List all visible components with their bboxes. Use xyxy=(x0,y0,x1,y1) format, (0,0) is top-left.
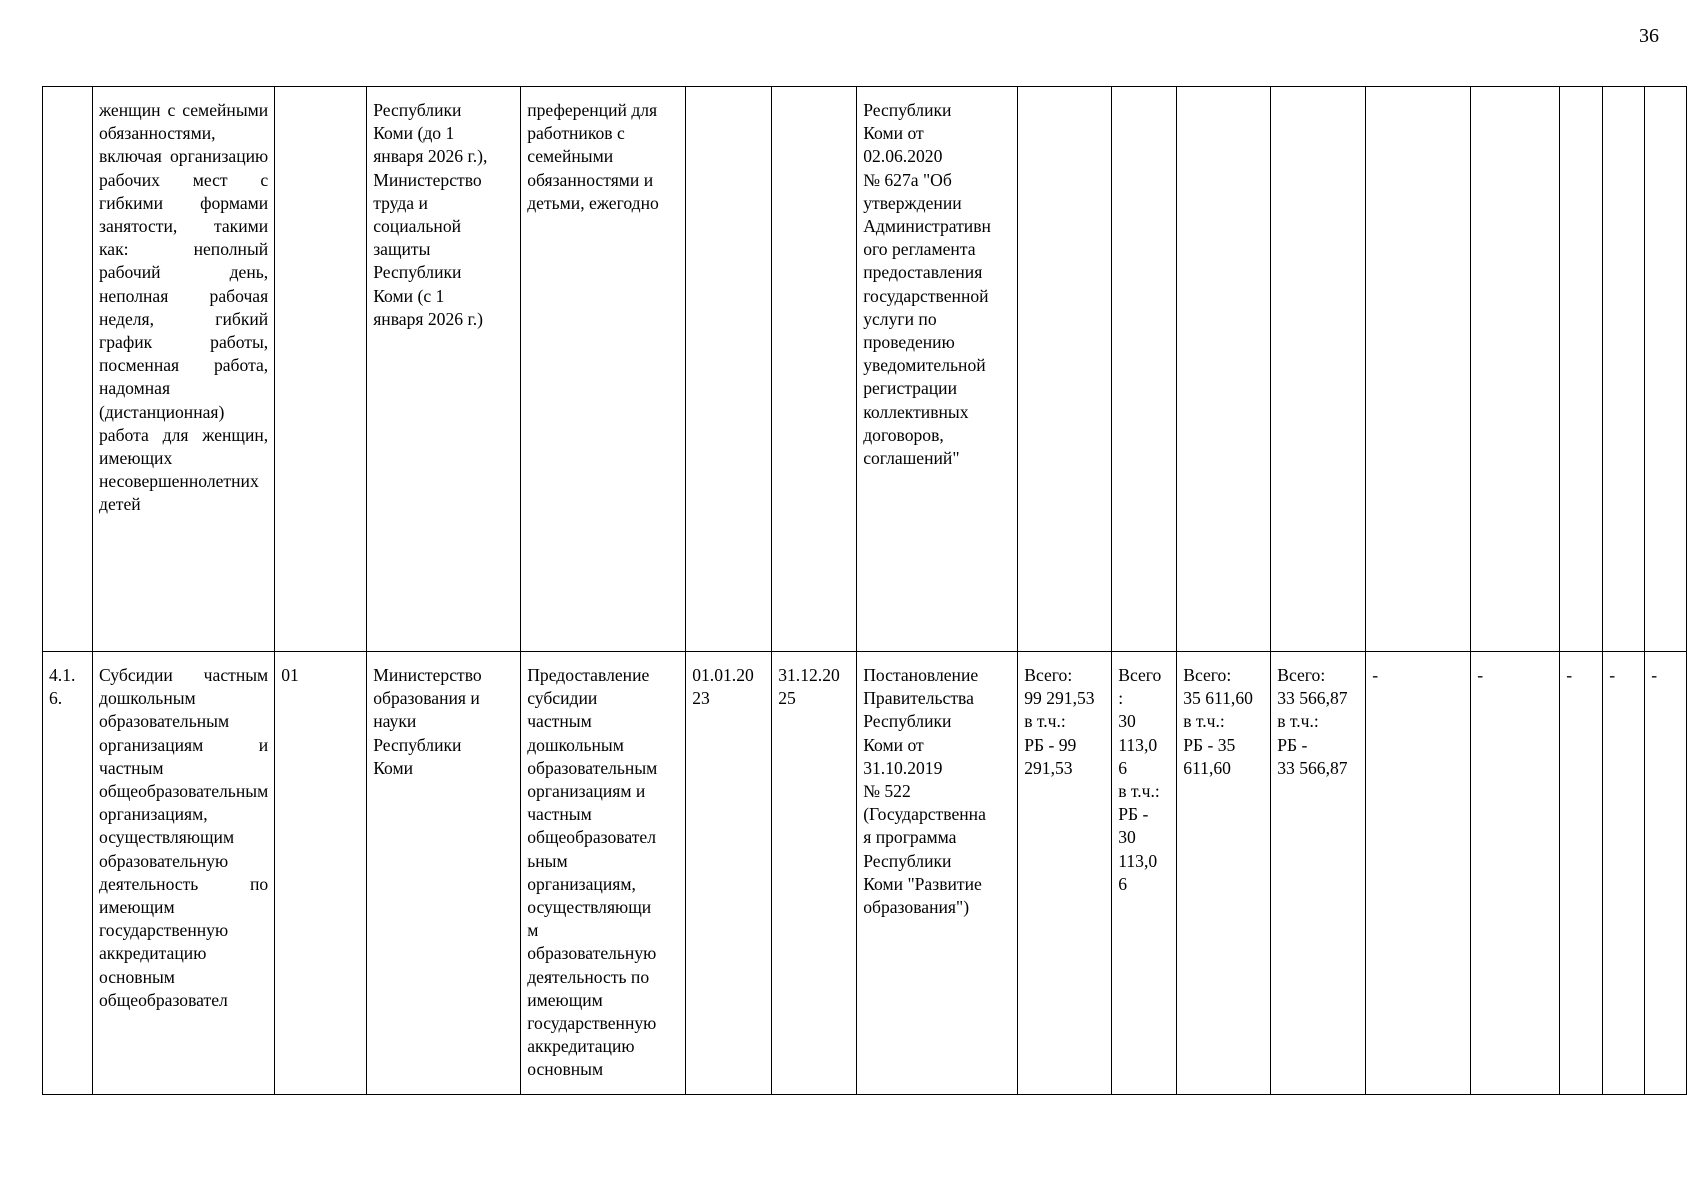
code-cell: 01 xyxy=(275,652,367,1095)
indicator-cell xyxy=(1471,87,1560,652)
expected-result-cell: преференций для работников с семейными обязанностями и детьми, ежегодно xyxy=(521,87,686,652)
indicator-value-cell: - xyxy=(1560,652,1603,1095)
program-measures-table xyxy=(42,86,1687,1095)
table-row xyxy=(43,87,1687,652)
executor-cell: Республики Коми (до 1 января 2026 г.), Министерство труда и социальной защиты Республики Коми (с 1 января 2026 г.) xyxy=(367,87,521,652)
funding-2025-cell: Всего: 33 566,87 в т.ч.: РБ - 33 566,87 xyxy=(1271,652,1366,1095)
code-cell xyxy=(275,87,367,652)
page-number: 36 xyxy=(1639,25,1659,47)
indicator-value-cell xyxy=(1560,87,1603,652)
start-date-cell xyxy=(686,87,772,652)
legal-act-cell: Республики Коми от 02.06.2020 № 627а "Об утверждении Административн ого регламента предоставления государственной услуги по проведению уведомительной регистрации коллективных договоров, соглашений" xyxy=(857,87,1018,652)
indicator-cell xyxy=(1366,87,1471,652)
indicator-value-cell: - xyxy=(1645,652,1687,1095)
funding-2024-cell xyxy=(1177,87,1271,652)
funding-2023-cell: Всего : 30 113,0 6 в т.ч.: РБ - 30 113,0 6 xyxy=(1112,652,1177,1095)
end-date-cell xyxy=(772,87,857,652)
funding-2024-cell: Всего: 35 611,60 в т.ч.: РБ - 35 611,60 xyxy=(1177,652,1271,1095)
indicator-cell: - xyxy=(1366,652,1471,1095)
executor-cell: Министерство образования и науки Республики Коми xyxy=(367,652,521,1095)
measure-name-cell: женщин с семейными обязанностями, включая организацию рабочих мест с гибкими формами занятости, такими как: неполный рабочий день, неполная рабочая неделя, гибкий график работы, посменная работа, надомная (дистанционная) работа для женщин, имеющих несовершеннолетних детей xyxy=(93,87,275,652)
funding-2025-cell xyxy=(1271,87,1366,652)
legal-act-cell: Постановление Правительства Республики Коми от 31.10.2019 № 522 (Государственна я программа Республики Коми "Развитие образования") xyxy=(857,652,1018,1095)
table-row xyxy=(43,652,1687,1095)
funding-total-cell xyxy=(1018,87,1112,652)
indicator-value-cell xyxy=(1645,87,1687,652)
indicator-value-cell xyxy=(1603,87,1645,652)
indicator-value-cell: - xyxy=(1603,652,1645,1095)
row-number-cell xyxy=(43,87,93,652)
funding-2023-cell xyxy=(1112,87,1177,652)
start-date-cell: 01.01.20 23 xyxy=(686,652,772,1095)
end-date-cell: 31.12.20 25 xyxy=(772,652,857,1095)
indicator-cell: - xyxy=(1471,652,1560,1095)
expected-result-cell: Предоставление субсидии частным дошкольным образовательным организациям и частным общеобразовател ьным организациям, осуществляющи м образовательную деятельность по имеющим государственную аккредитацию основным xyxy=(521,652,686,1095)
measure-name-cell: Субсидии частным дошкольным образовательным организациям и частным общеобразовательным организациям, осуществляющим образовательную деятельность по имеющим государственную аккредитацию основным общеобразовател xyxy=(93,652,275,1095)
funding-total-cell: Всего: 99 291,53 в т.ч.: РБ - 99 291,53 xyxy=(1018,652,1112,1095)
row-number-cell: 4.1. 6. xyxy=(43,652,93,1095)
